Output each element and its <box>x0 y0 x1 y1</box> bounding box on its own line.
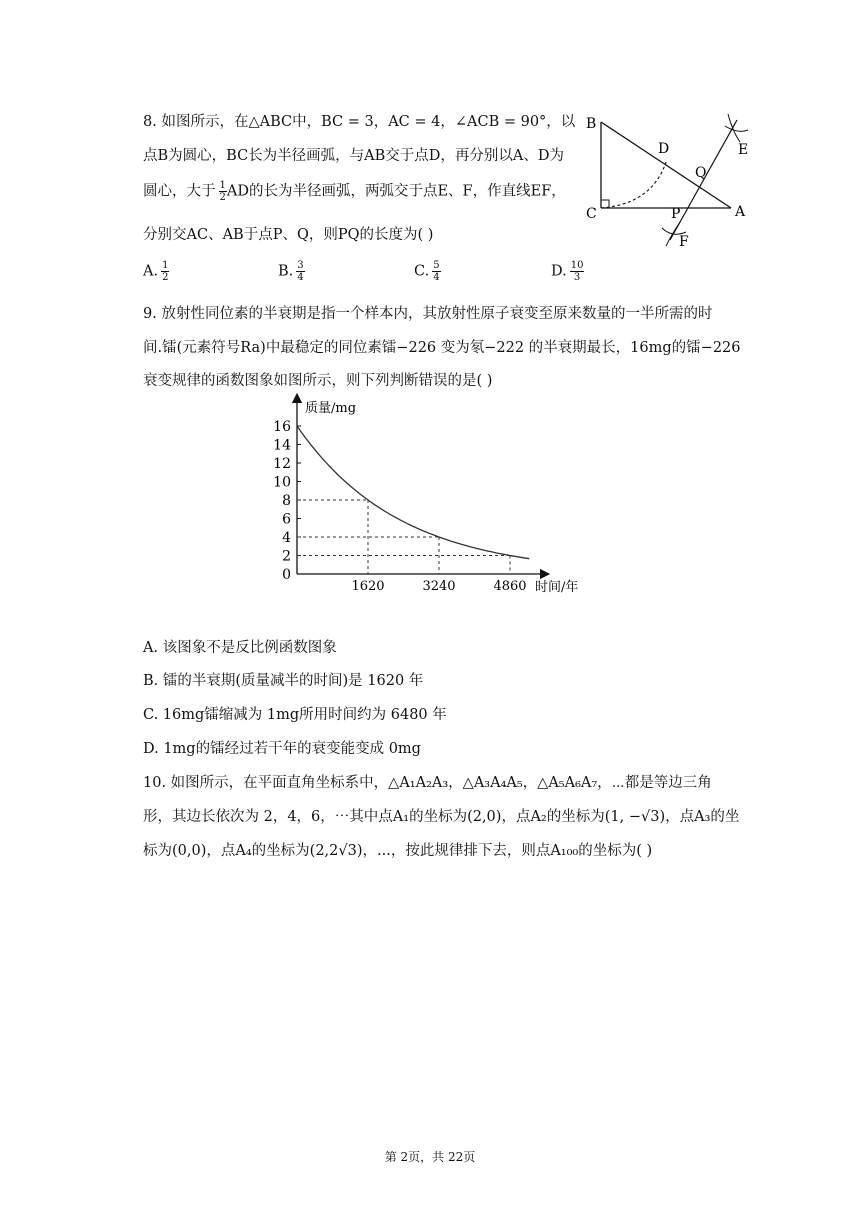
q8-line-3-start: 圆心，大于 <box>143 183 216 200</box>
label-e: E <box>738 142 749 158</box>
label-q: Q <box>695 165 707 181</box>
label-b: B <box>586 116 597 132</box>
x-axis-label: 时间/年 <box>535 580 579 595</box>
q9-line-1: 9. 放射性同位素的半衰期是指一个样本内，其放射性原子衰变至原来数量的一半所需的时 <box>143 306 713 322</box>
q9-option-b: B. 镭的半衰期(质量减半的时间)是 1620 年 <box>143 673 424 689</box>
q8-option-a: A. $\frac{1}{2}$ <box>143 260 169 283</box>
y-tick-label: 6 <box>282 511 291 528</box>
decay-curve <box>297 426 529 559</box>
label-c: C <box>586 206 597 222</box>
y-tick-label: 12 <box>273 456 291 472</box>
q8-option-d: D. $\frac{10}{3}$ <box>551 260 584 283</box>
label-d: D <box>658 141 670 157</box>
label-f: F <box>679 234 689 250</box>
y-axis-label: 质量/mg <box>305 401 357 416</box>
q9-option-c: C. 16mg镭缩减为 1mg所用时间约为 6480 年 <box>143 707 447 723</box>
x-tick-label: 4860 <box>493 579 527 594</box>
arc-e-2 <box>728 114 740 142</box>
page-footer: 第 2页，共 22页 <box>384 1150 476 1164</box>
arc-e <box>725 126 748 131</box>
half-fraction: $\frac{1}{2}$ <box>219 180 226 203</box>
y-tick-label: 16 <box>273 419 291 435</box>
q8-line-2: 点B为圆心，BC长为半径画弧，与AB交于点D，再分别以A、D为 <box>143 148 565 164</box>
decay-chart <box>255 392 600 602</box>
q8-option-c: C. $\frac{5}{4}$ <box>414 260 440 283</box>
y-tick-label: 4 <box>282 530 291 546</box>
q8-line-3 <box>143 180 566 203</box>
q10-line-3: 标为(0,0)，点A₄的坐标为(2,2√3)，...，按此规律排下去，则点A₁₀₀的坐标为( ) <box>143 843 653 859</box>
q9-option-d: D. 1mg的镭经过若干年的衰变能变成 0mg <box>143 741 421 757</box>
y-tick-label: 8 <box>282 493 291 509</box>
q9-option-a: A. 该图象不是反比例函数图象 <box>143 640 337 656</box>
label-a: A <box>735 204 746 220</box>
y-tick-label: 2 <box>282 548 291 565</box>
q8-triangle-figure <box>580 100 760 260</box>
y-tick-label: 0 <box>282 567 291 583</box>
q10-line-2: 形，其边长依次为 2，4，6，⋯其中点A₁的坐标为(2,0)，点A₂的坐标为(1, −√3)，点A₃的坐 <box>143 809 740 825</box>
q8-line-3-end: AD的长为半径画弧，两弧交于点E、F，作直线EF， <box>226 183 566 200</box>
q10-line-1: 10. 如图所示，在平面直角坐标系中，△A₁A₂A₃，△A₃A₄A₅，△A₅A₆A₇，⋯都是等边三角 <box>143 775 712 791</box>
q8-line-4: 分别交AC、AB于点P、Q，则PQ的长度为( ) <box>143 227 434 243</box>
q9-line-3: 衰变规律的函数图象如图所示，则下列判断错误的是( ) <box>143 373 493 389</box>
arc-cd <box>601 162 666 208</box>
q9-line-2: 间.镭(元素符号Ra)中最稳定的同位素镭−226 变为氡−222 的半衰期最长，16mg的镭−226 <box>143 340 741 356</box>
y-tick-label: 14 <box>273 437 291 454</box>
label-p: P <box>671 206 681 222</box>
x-tick-label: 3240 <box>422 579 456 594</box>
q8-option-b: B. $\frac{3}{4}$ <box>278 260 304 283</box>
y-tick-label: 10 <box>273 474 291 491</box>
q8-line-1: 8. 如图所示，在△ABC中，BC = 3，AC = 4，∠ACB = 90°，以 <box>143 114 576 130</box>
x-tick-label: 1620 <box>351 579 385 594</box>
